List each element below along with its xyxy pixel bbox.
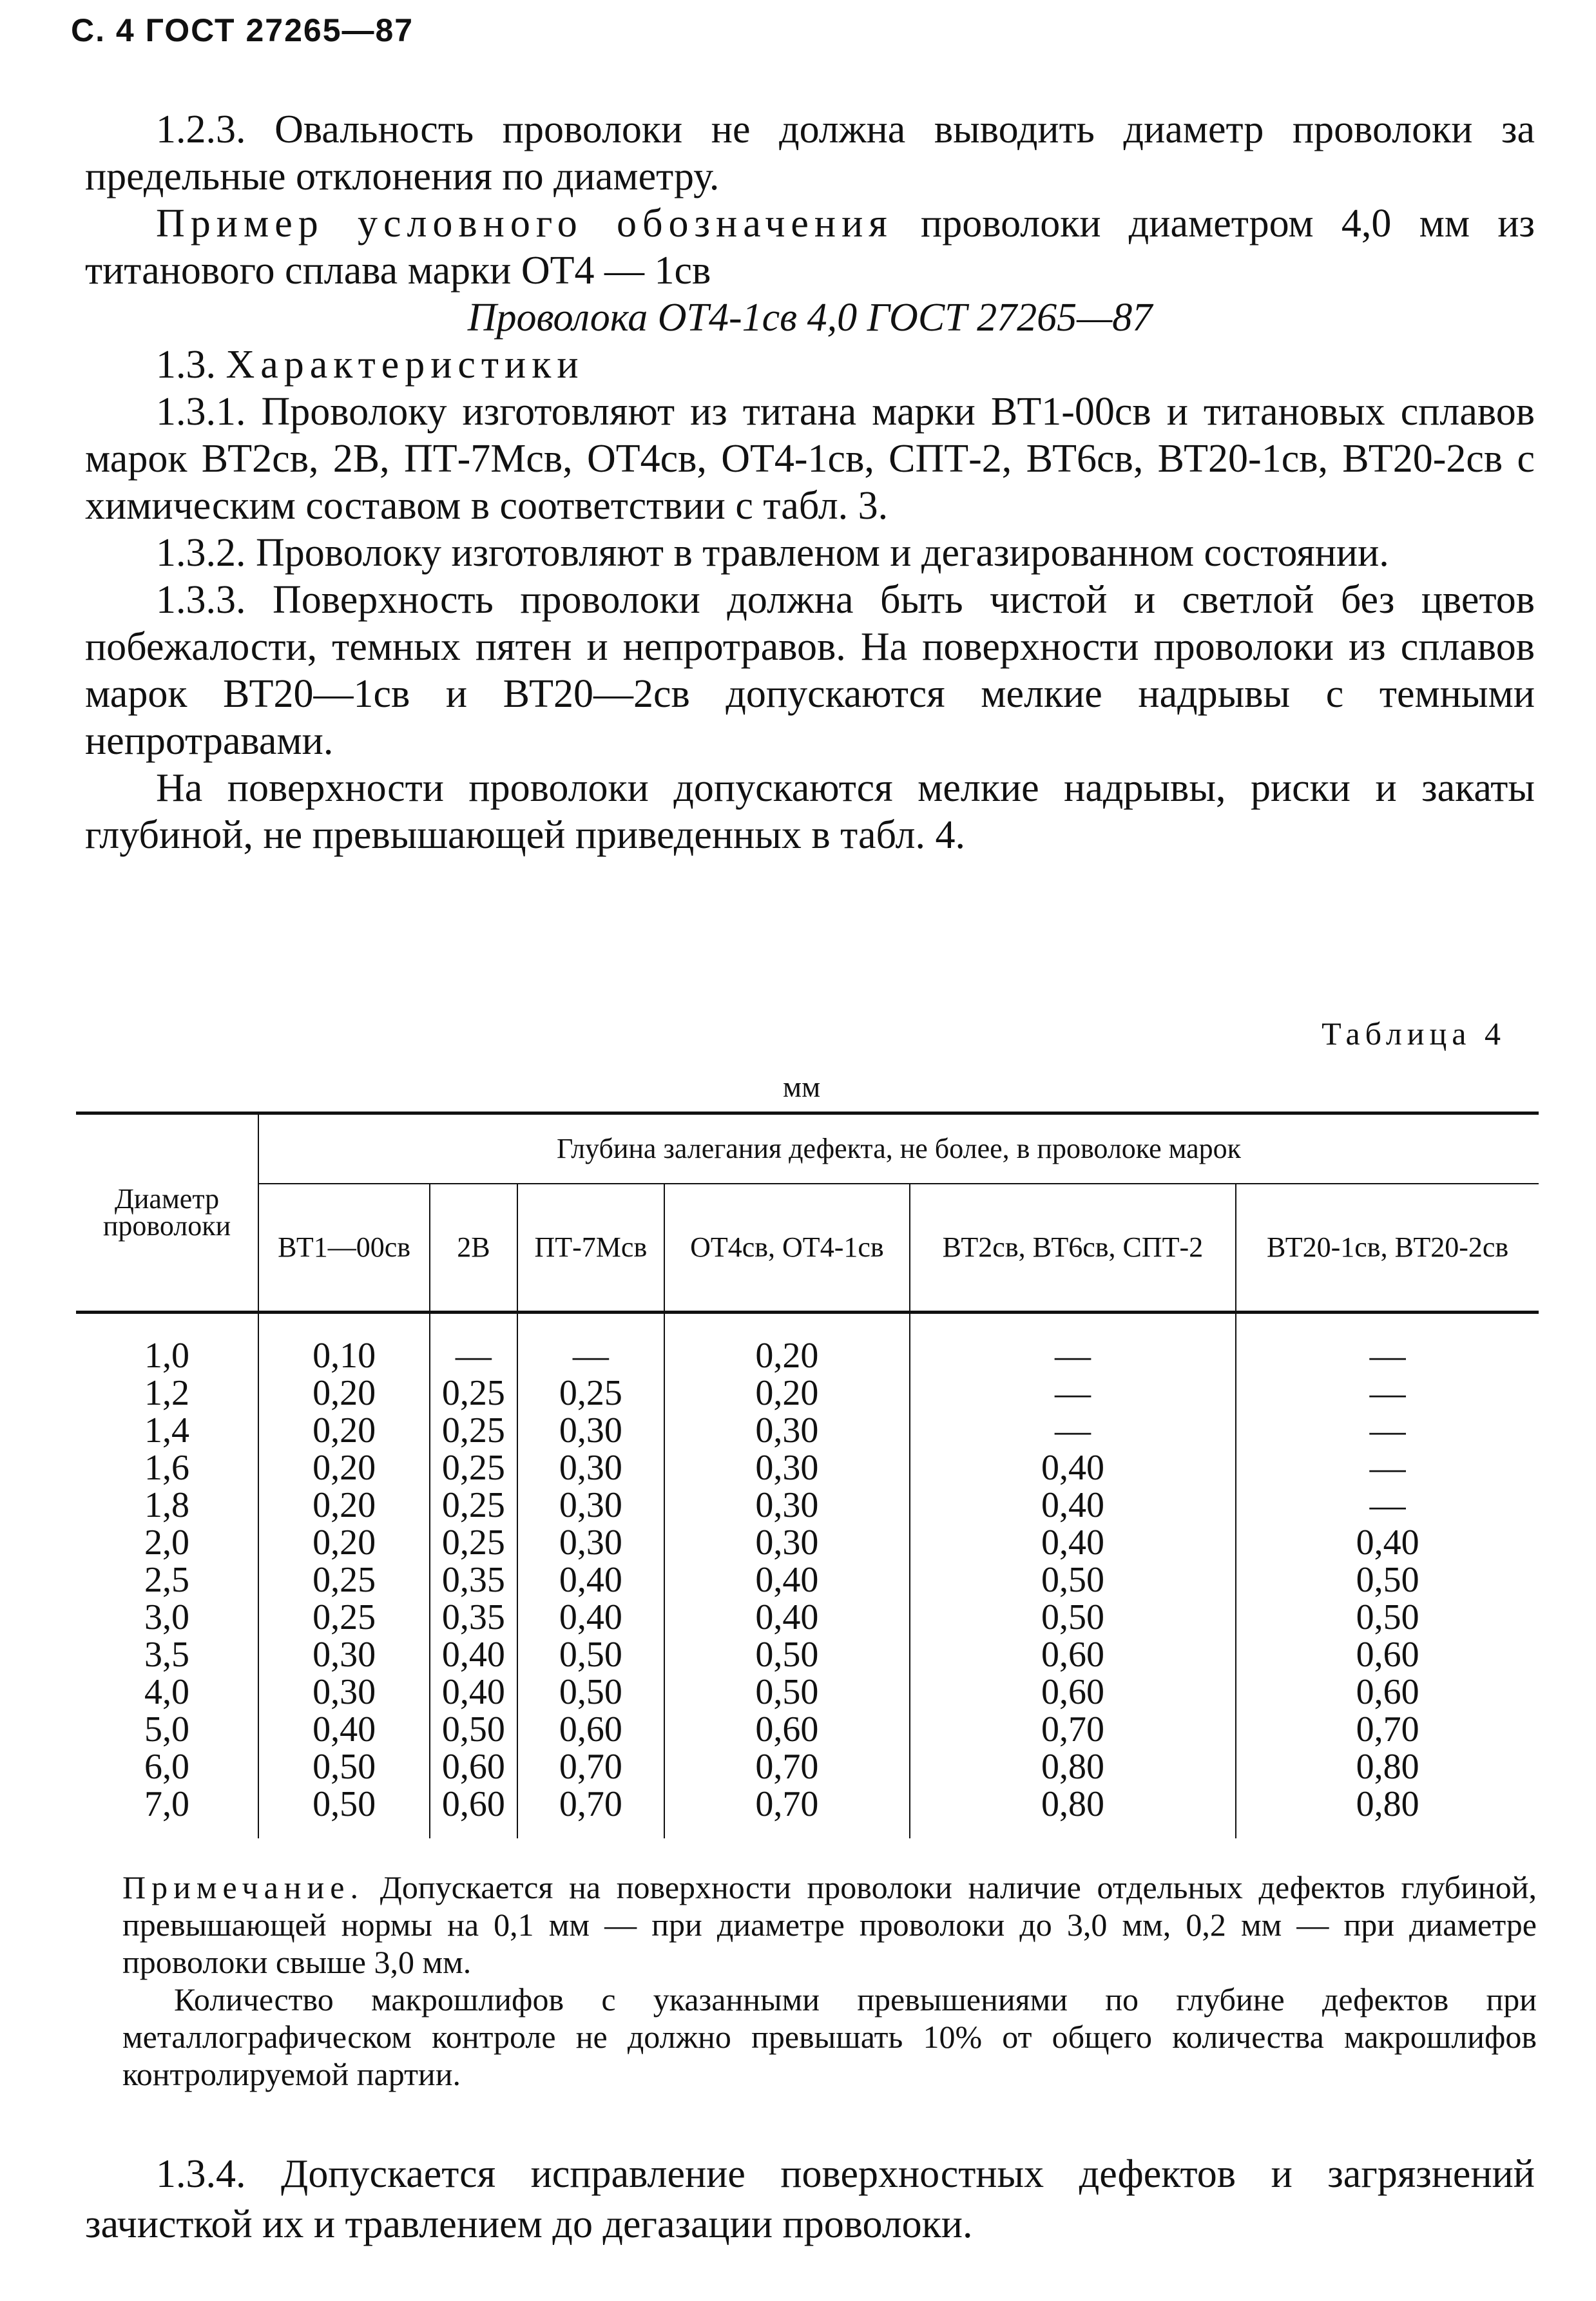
note-paragraph-1 (122, 1869, 1537, 1981)
final-text (85, 2149, 1535, 2249)
depth-cell: 0,60 (430, 1748, 517, 1786)
diameter-cell: 6,0 (144, 1747, 189, 1787)
depth-cell: — (1236, 1313, 1539, 1375)
paragraph-1-2-3: 1.2.3. Овальность проволоки не должна выводить диаметр проволоки за предельные отклонения по диаметру. (85, 108, 1535, 198)
diameter-cell: 1,4 (144, 1410, 189, 1450)
depth-cell: 0,40 (1236, 1524, 1539, 1561)
section-title: Характеристики (226, 343, 584, 387)
note-text-1: Допускается на поверхности проволоки наличие отдельных дефектов глубиной, превышающей нормы на 0,1 мм — при диаметре проволоки до 3,0 мм, 0,2 мм — при диаметре проволоки свыше 3,0 мм. (122, 1869, 1537, 1980)
depth-cell: 0,50 (517, 1673, 664, 1711)
depth-cell: 0,70 (664, 1748, 910, 1786)
depth-cell: — (910, 1313, 1236, 1375)
depth-cell: — (517, 1313, 664, 1375)
table-row (76, 1711, 1539, 1748)
table-row (76, 1673, 1539, 1711)
table-row (76, 1449, 1539, 1487)
depth-cell: 0,50 (910, 1599, 1236, 1636)
table-row (76, 1412, 1539, 1449)
depth-cell: 0,25 (430, 1449, 517, 1487)
diameter-cell: 2,0 (144, 1523, 189, 1563)
depth-cell: 0,50 (258, 1786, 430, 1838)
depth-cell: 0,80 (1236, 1748, 1539, 1786)
paragraph-1-3-1: 1.3.1. Проволоку изготовляют из титана марки ВТ1-00св и титановых сплавов марок ВТ2св, 2В, ПТ-7Мсв, ОТ4св, ОТ4-1св, СПТ-2, ВТ6св, ВТ20-1св, ВТ20-2св с химическим составом в соответствии с табл. 3. (85, 390, 1535, 528)
table-body (76, 1313, 1539, 1839)
depth-cell: 0,30 (517, 1524, 664, 1561)
depth-cell: — (430, 1313, 517, 1375)
depth-cell: 0,40 (664, 1561, 910, 1599)
paragraph-1-3-2: 1.3.2. Проволоку изготовляют в травленом и дегазированном состоянии. (156, 531, 1389, 575)
paragraph-1-3-4: 1.3.4. Допускается исправление поверхностных дефектов и загрязнений зачисткой их и травлением до дегазации проволоки. (85, 2152, 1535, 2246)
table-row (76, 1487, 1539, 1524)
note-paragraph-2: Количество макрошлифов с указанными превышениями по глубине дефектов при металлографическом контроле не должно превышать 10% от общего количества макрошлифов контролируемой партии. (122, 1981, 1537, 2092)
diameter-header: Диаметр проволоки (76, 1113, 258, 1313)
diameter-cell: 3,5 (144, 1635, 189, 1675)
depth-cell: 0,40 (517, 1561, 664, 1599)
table-note (122, 1869, 1537, 2093)
depth-cell: 0,25 (258, 1561, 430, 1599)
depth-cell: 0,50 (664, 1636, 910, 1673)
example-label: Пример условного обозначения (156, 202, 893, 246)
depth-cell: 0,80 (1236, 1786, 1539, 1838)
depth-cell: 0,60 (664, 1711, 910, 1748)
depth-cell: 0,50 (910, 1561, 1236, 1599)
column-header: ВТ20-1св, ВТ20-2св (1236, 1184, 1539, 1313)
depth-cell: 0,10 (258, 1313, 430, 1375)
depth-cell: 0,40 (910, 1449, 1236, 1487)
paragraph-1-3-3-continued: На поверхности проволоки допускаются мелкие надрывы, риски и закаты глубиной, не превышающей приведенных в табл. 4. (85, 766, 1535, 857)
depth-cell: 0,60 (910, 1673, 1236, 1711)
column-header: ВТ1—00св (258, 1184, 430, 1313)
depth-cell: 0,60 (1236, 1636, 1539, 1673)
depth-cell: 0,70 (517, 1786, 664, 1838)
depth-cell: 0,20 (258, 1412, 430, 1449)
paragraph-1-3-3: 1.3.3. Поверхность проволоки должна быть чистой и светлой без цветов побежалости, темных пятен и непротравов. На поверхности проволоки из сплавов марок ВТ20—1св и ВТ20—2св допускаются мелкие надрывы с темными непротравами. (85, 578, 1535, 763)
depth-cell: 0,25 (430, 1487, 517, 1524)
table-row (76, 1599, 1539, 1636)
depth-cell: 0,70 (910, 1711, 1236, 1748)
column-header: ОТ4св, ОТ4-1св (664, 1184, 910, 1313)
depth-cell: 0,35 (430, 1599, 517, 1636)
section-number: 1.3. (156, 343, 226, 387)
depth-cell: 0,60 (910, 1636, 1236, 1673)
depth-cell: 0,30 (664, 1412, 910, 1449)
depth-cell: 0,25 (430, 1412, 517, 1449)
diameter-cell: 2,5 (144, 1560, 189, 1600)
depth-cell: 0,25 (258, 1599, 430, 1636)
table-row (76, 1524, 1539, 1561)
table-4 (76, 1112, 1539, 1838)
table-row (76, 1636, 1539, 1673)
depth-cell: 0,40 (430, 1673, 517, 1711)
depth-cell: — (910, 1374, 1236, 1412)
depth-cell: 0,70 (1236, 1711, 1539, 1748)
depth-cell: 0,20 (258, 1449, 430, 1487)
table-row (76, 1313, 1539, 1375)
depth-cell: 0,50 (1236, 1561, 1539, 1599)
note-label: Примечание. (122, 1869, 365, 1905)
depth-cell: 0,30 (517, 1487, 664, 1524)
table-row (76, 1561, 1539, 1599)
depth-cell: 0,40 (664, 1599, 910, 1636)
example-text: проволоки диаметром 4,0 мм из титанового сплава марки ОТ4 — 1св (85, 202, 1535, 293)
depth-cell: 0,40 (430, 1636, 517, 1673)
depth-cell: 0,40 (517, 1599, 664, 1636)
table-row (76, 1748, 1539, 1786)
depth-cell: 0,40 (910, 1524, 1236, 1561)
depth-cell: 0,40 (910, 1487, 1236, 1524)
depth-cell: 0,30 (664, 1524, 910, 1561)
depth-cell: 0,60 (430, 1786, 517, 1838)
depth-cell: 0,60 (1236, 1673, 1539, 1711)
example-paragraph (85, 200, 1535, 294)
depth-cell: 0,30 (664, 1487, 910, 1524)
depth-cell: 0,30 (517, 1449, 664, 1487)
depth-cell: — (910, 1412, 1236, 1449)
defect-depth-table (76, 1112, 1539, 1838)
depth-cell: 0,30 (517, 1412, 664, 1449)
diameter-cell: 5,0 (144, 1709, 189, 1749)
depth-cell: 0,25 (517, 1374, 664, 1412)
depth-cell: — (1236, 1412, 1539, 1449)
table-unit: мм (783, 1070, 821, 1103)
column-header: 2В (430, 1184, 517, 1313)
depth-cell: 0,80 (910, 1786, 1236, 1838)
column-header: ВТ2св, ВТ6св, СПТ-2 (910, 1184, 1236, 1313)
depth-cell: — (1236, 1374, 1539, 1412)
depth-cell: 0,70 (664, 1786, 910, 1838)
depth-cell: — (1236, 1449, 1539, 1487)
page-header: С. 4 ГОСТ 27265—87 (71, 12, 414, 48)
column-header: ПТ-7Мсв (517, 1184, 664, 1313)
depth-cell: 0,50 (430, 1711, 517, 1748)
depth-cell: 0,30 (258, 1636, 430, 1673)
depth-cell: 0,40 (258, 1711, 430, 1748)
depth-cell: 0,50 (1236, 1599, 1539, 1636)
depth-cell: 0,20 (664, 1313, 910, 1375)
table-row (76, 1786, 1539, 1838)
depth-cell: 0,20 (664, 1374, 910, 1412)
diameter-cell: 7,0 (144, 1784, 189, 1824)
diameter-cell: 4,0 (144, 1672, 189, 1712)
depth-cell: 0,50 (664, 1673, 910, 1711)
depth-cell: 0,20 (258, 1524, 430, 1561)
depth-cell: 0,30 (258, 1673, 430, 1711)
diameter-cell: 3,0 (144, 1597, 189, 1637)
diameter-cell: 1,6 (144, 1448, 189, 1488)
example-designation: Проволока ОТ4-1св 4,0 ГОСТ 27265—87 (467, 296, 1153, 340)
depth-cell: 0,50 (517, 1636, 664, 1673)
group-header: Глубина залегания дефекта, не более, в проволоке марок (258, 1113, 1539, 1184)
depth-cell: 0,25 (430, 1374, 517, 1412)
diameter-cell: 1,0 (144, 1336, 189, 1376)
depth-cell: 0,20 (258, 1487, 430, 1524)
depth-cell: 0,25 (430, 1524, 517, 1561)
diameter-cell: 1,2 (144, 1373, 189, 1413)
depth-cell: 0,35 (430, 1561, 517, 1599)
depth-cell: 0,70 (517, 1748, 664, 1786)
body-text (85, 106, 1535, 859)
section-1-3-heading (85, 342, 1535, 389)
table-row (76, 1374, 1539, 1412)
diameter-cell: 1,8 (144, 1485, 189, 1525)
depth-cell: 0,60 (517, 1711, 664, 1748)
depth-cell: 0,30 (664, 1449, 910, 1487)
depth-cell: 0,50 (258, 1748, 430, 1786)
depth-cell: 0,80 (910, 1748, 1236, 1786)
depth-cell: 0,20 (258, 1374, 430, 1412)
table-title: Таблица 4 (1322, 1016, 1506, 1052)
depth-cell: — (1236, 1487, 1539, 1524)
